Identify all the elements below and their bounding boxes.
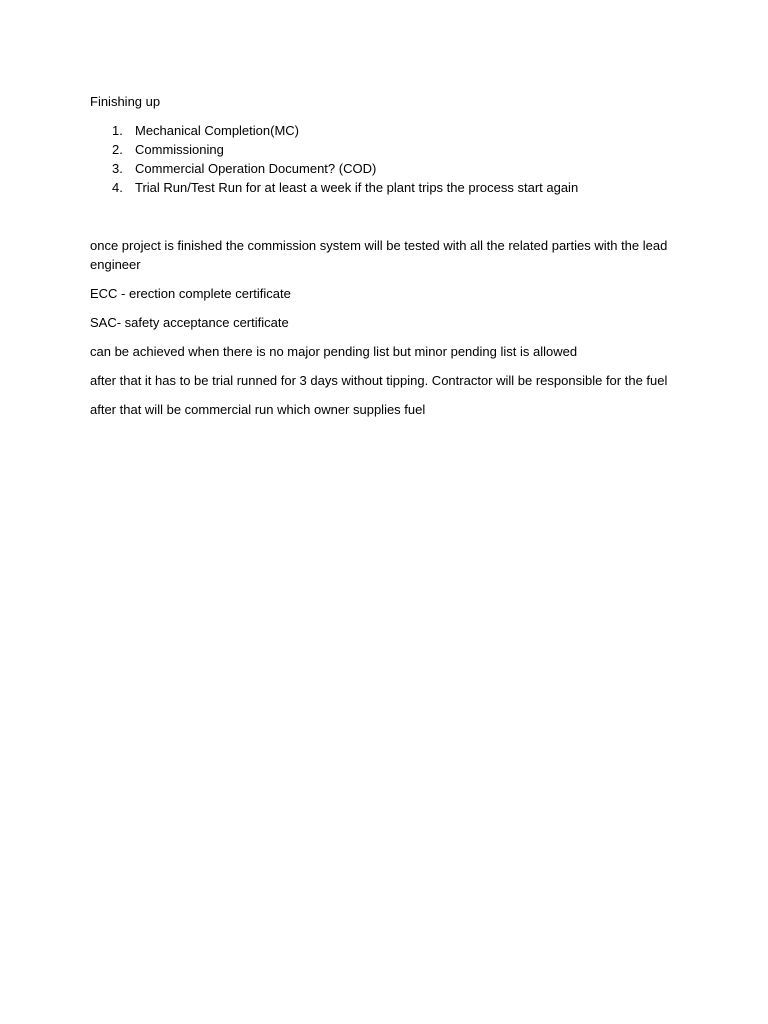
list-item [90,159,680,178]
list-item [90,121,680,140]
list-number: 2. [112,142,123,157]
steps-list [90,121,680,197]
paragraph-commercial-run: after that will be commercial run which owner supplies fuel [90,402,426,417]
paragraph-commission-testing: once project is finished the commission system will be tested with all the related parties with the lead engineer [90,238,668,272]
list-item [90,140,680,159]
list-text: Mechanical Completion(MC) [135,123,299,138]
paragraph-pending-list: can be achieved when there is no major pending list but minor pending list is allowed [90,344,578,359]
list-item [90,178,680,197]
list-text: Commissioning [135,142,224,157]
list-number: 3. [112,161,123,176]
paragraph-ecc: ECC - erection complete certificate [90,286,291,301]
list-number: 1. [112,123,123,138]
paragraph-trial-run: after that it has to be trial runned for 3 days without tipping. Contractor will be responsible for the fuel [90,373,668,388]
list-number: 4. [112,180,123,195]
document-page [90,92,680,429]
section-heading: Finishing up [90,94,161,109]
list-text: Commercial Operation Document? (COD) [135,161,377,176]
list-text: Trial Run/Test Run for at least a week if the plant trips the process start again [135,180,579,195]
paragraph-sac: SAC- safety acceptance certificate [90,315,289,330]
